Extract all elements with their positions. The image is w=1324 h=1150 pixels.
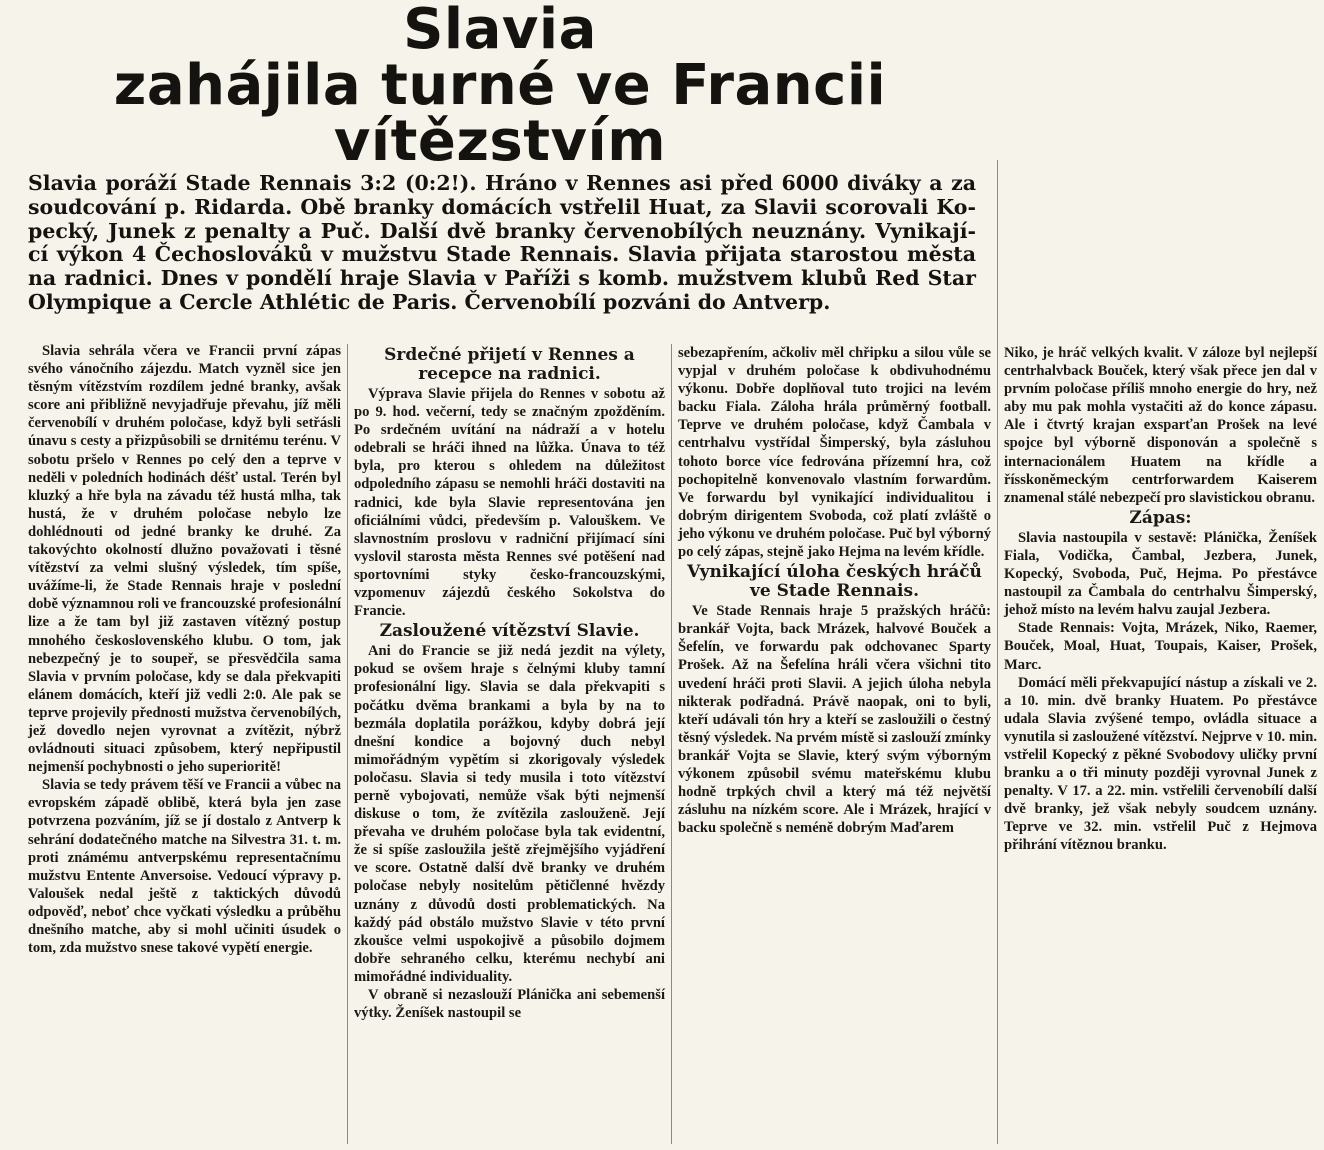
lead-line-4: cí výkon 4 Čechoslováků v mužstvu Stade Rennais. Slavia přijata starostou města [28,242,976,267]
subheading-match: Zápas: [1129,507,1192,528]
lead-line-3: pecký, Junek z penalty a Puč. Další dvě branky červenobílých neuznány. Vynikají- [28,218,976,243]
column-1 [28,342,341,957]
lead-paragraph [28,172,976,315]
lead-line-6: Olympique a Cercle Athlétic de Paris. Červenobílí pozváni do Antverp. [28,289,831,314]
headline-line-2: zahájila turné ve Francii [113,53,887,118]
headline-line-3: vítězstvím [333,109,667,174]
article-paragraph: Výprava Slavie přijela do Rennes v sobotu až po 9. hod. večerní, tedy se značným zpožděním. Po srdečném uvítání na nádraží a v hotelu odebrali se hráči ihned na lůžka. Únava to též byla, pro kterou s ohledem na důležitost odpoledního zápasu se nemohli hráči dostaviti na radnici, kde byla Slavie representována jen oficiálními vůdci, především p. Valouškem. Ve slavnostním proslovu v radniční přijímací síni vyslovil starosta města Rennes své potěšení nad sportovními styky česko-francouzskými, vzpomenuv zájezdů českého Sokolstva do Francie. [354,386,665,620]
article-paragraph: sebezapřením, ačkoliv měl chřipku a silou vůle se vypjal v druhém poločase k obdivuhodnému výkonu. Dobře doplňoval tuto trojici na levém backu Fiala. Záloha hrála průměrný football. Teprve ve druhém poločase, když Čambala v centrhalvu vystřídal Šimperský, byla zásluhou tohoto borce více fedrována přízemní hra, což pochopitelně konvenovalo vlastním forwardům. Ve forwardu byl vynikající individualitou i dobrým dirigentem Svoboda, což platí zvláště o jeho výkonu ve druhém poločase. Puč byl výborný po celý zápas, stejně jako Hejma na levém křídle. [678,345,991,561]
lineup-stade-rennais: Stade Rennais: Vojta, Mrázek, Niko, Raemer, Bouček, Moal, Huat, Toupais, Kaiser, Prošek, Marc. [1004,620,1317,673]
lineup-slavia: Slavia nastoupila v sestavě: Plánička, Ženíšek Fiala, Vodička, Čambal, Jezbera, Junek, Kopecký, Svoboda, Puč, Hejma. Po přestávce nastoupil za Čambala do centrhalvu Šimperský, jehož místo na levém halvu zaujal Jezbera. [1004,529,1317,619]
column-rule [997,160,998,1144]
subheading-reception: Srdečné přijetí v Rennes a recepce na radnici. [384,345,635,384]
headline [0,0,1000,174]
article-paragraph: Ani do Francie se již nedá jezdit na výlety, pokud se ovšem hraje s čelnými kluby tamní profesionální ligy. Slavia se dala překvapiti s počátku dvěma brankami a byla by na to bezmála doplatila porážkou, kdyby dobrá její dnešní kondice a bojovný duch nebyl mimořádným vypětím si zkorigovaly výsledek poločasu. Slavia si tedy musila i toto vítězství perně vybojovati, nemůže však býti nejmenší diskuse o tom, že zvítězila zaslouženě. Její převaha ve druhém poločase byla tak evidentní, že si spíše zasloužila ještě zřejmějšího vyjádření ve score. Ostatně další dvě branky ve druhém poločase nebyly nositelům pětičlenné hvězdy uznány z důvodů dosti problematických. Na každý pád obstálo mužstvo Slavie v této první zkoušce velmi uspokojivě a působilo dojmem dobře sehraného celku, kterému nechybí ani mimořádné individuality. [354,643,665,985]
column-4 [1004,344,1317,855]
headline-line-1: Slavia [403,0,597,62]
column-rule [671,344,672,1144]
column-3 [678,344,991,837]
article-paragraph: Niko, je hráč velkých kvalit. V záloze byl nejlepší centrhalvback Bouček, který však přece jen dal v prvním poločase příliš mnoho energie do hry, než aby mu pak mohla vystačiti až do konce zápasu. Ale i čtvrtý krajan exsparťan Prošek na levé spojce byl výborně disponován a společně s internacionálem Huatem na křídle a řísskoněmeckým centrforwardem Kaiserem znamenal stálé nebezpečí pro slavistickou obranu. [1004,345,1317,506]
lead-line-2: soudcování p. Ridarda. Obě branky domácích vstřelil Huat, za Slavii scorovali Ko- [28,194,976,219]
column-rule [347,344,348,1144]
article-paragraph: Slavia sehrála včera ve Francii první zápas svého vánočního zájezdu. Match vyzněl sice jen těsným vítězstvím rozdílem jedné branky, avšak score ani přibližně nevyjadřuje převahu, jíž měli červenobílí v druhém poločase, když byli setřásli únavu s cesty a přizpůsobili se drnitému terénu. V sobotu pršelo v Rennes po celý den a teprve v neděli v poledních hodinách déšť ustal. Terén byl kluzký a hře byla na závadu též hustá mlha, tak hustá, že v druhém poločase nebylo lze dohlédnouti od jedné branky ke druhé. Za takovýchto okolností dlužno považovati i těsné vítězství za velmi slušný výsledek, tím spíše, uvážíme-li, že Stade Rennais hraje v poslední době významnou roli ve francouzské profesionální lize a že tam byl již zastaven vítězný postup mnohého československého klubu. O tom, jak nebezpečný je to soupeř, se přesvědčila sama Slavia v prvním poločase, kdy se dala překvapiti elánem domácích, kteří již vedli 2:0. Ale pak se teprve projevily přednosti mužstva červenobílých, jež dovedlo nejen vyrovnat a zvítězit, nýbrž ovládnouti situaci způsobem, který nepřipustil nejmenší pochybnosti o jeho superioritě! [28,343,341,776]
article-paragraph: Slavia se tedy právem těší ve Francii a vůbec na evropském západě oblibě, která byla jen zase potvrzena pozváním, jíž se jí dostalo z Antverp k sehrání dodatečného matche na Silvestra 31. t. m. proti známému antverpskému representačnímu mužstvu Entente Anversoise. Vedoucí výpravy p. Valoušek nedal ještě z taktických důvodů odpověď, neboť chce vyčkati výsledku a průběhu dnešního matche, aby si mohl učiniti úsudek o tom, zda mužstvo snese takové vypětí energie. [28,777,341,957]
article-paragraph: V obraně si nezaslouží Plánička ani sebemenší výtky. Ženíšek nastoupil se [354,987,665,1022]
article-paragraph: Domácí měli překvapující nástup a získali ve 2. a 10. min. dvě branky Huatem. Po přestávce udala Slavia zvýšené tempo, ovládla situace a vynutila si zasloužené vítězství. Nejprve v 10. min. vstřelil Kopecký z pěkné Svobodovy uličky první branku a o tři minuty později vyrovnal Junek z penalty. V 17. a 22. min. vstřelili červenobílí další dvě branky, jež však nebyly soudcem uznány. Teprve ve 32. min. vstřelil Puč z Hejmova přihrání vítěznou branku. [1004,674,1317,854]
column-2 [354,344,665,1022]
lead-line-1: Slavia poráží Stade Rennais 3:2 (0:2!). Hráno v Rennes asi před 6000 diváky a za [28,171,976,195]
subheading-deserved-victory: Zasloužené vítězství Slavie. [379,621,640,642]
lead-line-5: na radnici. Dnes v pondělí hraje Slavia v Paříži s komb. mužstvem klubů Red Star [28,266,976,291]
subheading-czech-players: Vynikající úloha českých hráčů ve Stade Rennais. [687,562,982,602]
article-paragraph: Ve Stade Rennais hraje 5 pražských hráčů: brankář Vojta, back Mrázek, halvové Bouček a Šefelín, ve forwardu pak odchovanec Sparty Prošek. Až na Šefelína hráli včera všichni tito uvedení hráči proti Slavii. A jejich úloha nebyla nikterak podřadná. Právě naopak, oni to byli, kteří udávali tón hry a kteří se zasloužili o čestný těsný výsledek. Na prvém místě si zaslouží zmínky brankář Vojta se Slavie, který svým výborným výkonem způsobil svému mateřskému klubu hodně trpkých chvil a který má též největší zásluhu na nízkém score. Ale i Mrázek, hrající v backu společně s neméně dobrým Maďarem [678,603,991,837]
